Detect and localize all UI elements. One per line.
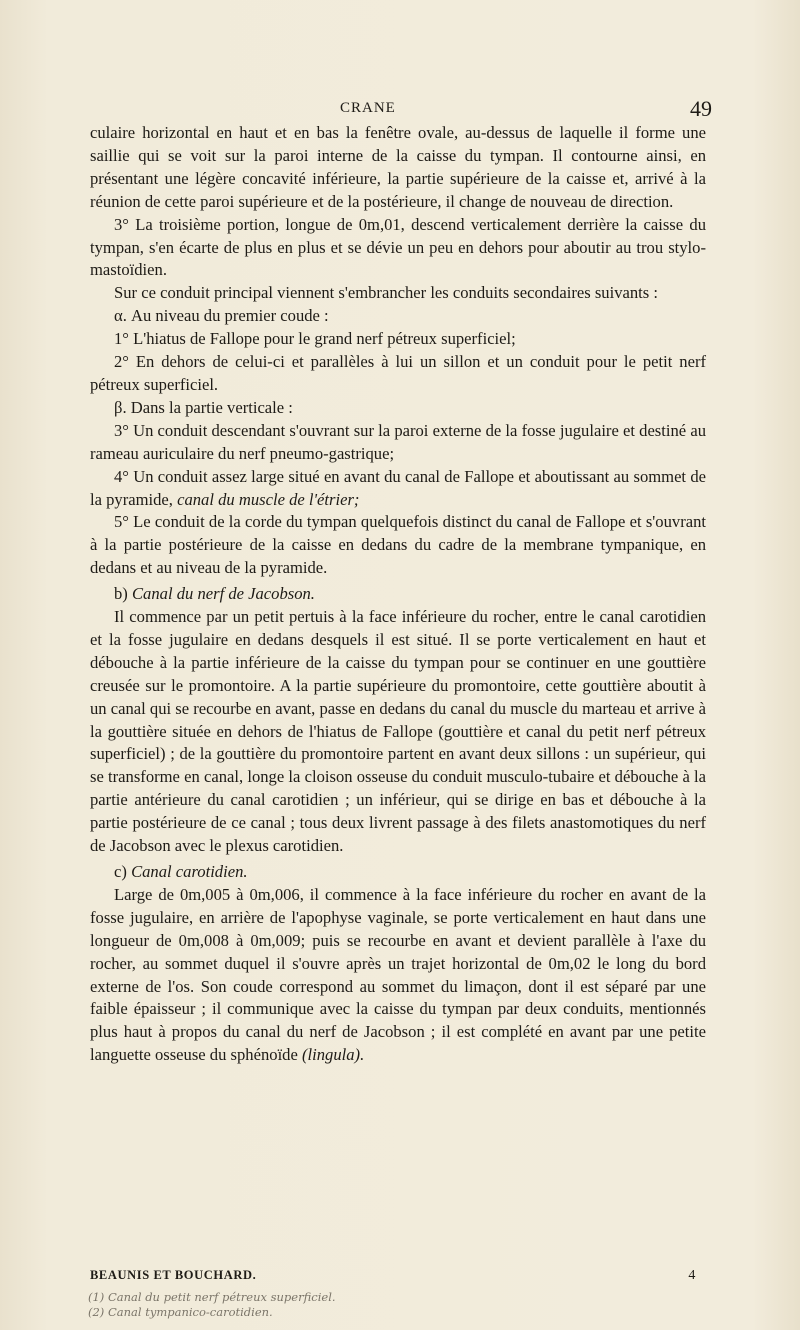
paragraph: culaire horizontal en haut et en bas la fenêtre ovale, au-dessus de laquelle il forme une saillie qui se voit sur la paroi interne de la caisse du tympan. Il contourne ainsi, en présentant une légère concavité inférieure, la partie supérieure de la caisse et, arrivé à la réunion de cette paroi supérieure et de la postérieure, il change de nouveau de direction. [90, 123, 706, 211]
paragraph: 2° En dehors de celui-ci et parallèles à lui un sillon et un conduit pour le petit nerf pétreux superficiel. [90, 352, 706, 394]
section-heading-c [90, 861, 706, 884]
paragraph: β. Dans la partie verticale : [114, 397, 293, 417]
section-label: c) [114, 862, 127, 881]
page-footer [90, 1268, 706, 1288]
body-text [90, 122, 706, 1067]
italic-term: (lingula). [302, 1045, 365, 1065]
section-label: b) [114, 584, 128, 604]
paragraph: 5° Le conduit de la corde du tympan quelquefois distinct du canal de Fallope et s'ouvrant à la partie postérieure de la caisse en dedans du cadre de la membrane tympanique, en dedans et au niveau de la pyramide. [90, 512, 706, 578]
running-head: CRANE [340, 100, 396, 116]
paragraph [90, 884, 706, 1067]
section-title: Canal carotidien. [131, 862, 248, 881]
section-title: Canal du nerf de Jacobson. [131, 584, 315, 604]
page-number: 49 [690, 96, 712, 121]
paragraph: 3° La troisième portion, longue de 0m,01, descend verticalement derrière la caisse du tympan, s'en écarte de plus en plus et se dévie un peu en dehors pour aboutir au trou stylo-mastoïdien. [90, 214, 706, 280]
paragraph: Sur ce conduit principal viennent s'embrancher les conduits secondaires suivants : [114, 283, 658, 303]
paragraph: Il commence par un petit pertuis à la face inférieure du rocher, entre le canal carotidien et la fosse jugulaire en dedans desquels il est situé. Il se porte verticalement en haut et débouche à la partie inférieure de la caisse du tympan pour se continuer en une gouttière creusée sur le promontoire. A la partie supérieure du promontoire, cette gouttière aboutit à un canal qui se recourbe en avant, passe en dedans du canal du muscle du marteau et arrive à la gouttière située en dehors de l'hiatus de Fallope (gouttière et canal du petit nerf pétreux superficiel) ; de la gouttière du promontoire partent en avant deux sillons : un supérieur, qui se transforme en canal, longe la cloison osseuse du conduit musculo-tubaire et débouche à la partie antérieure du canal carotidien ; un inférieur, qui se dirige en bas et débouche à la partie postérieure de ce canal ; tous deux livrent passage à des filets anastomotiques du nerf de Jacobson avec le plexus carotidien. [90, 607, 707, 856]
paragraph-text: 4° Un conduit assez large situé en avant du canal de Fallope et aboutissant au sommet de la pyramide, [90, 466, 706, 509]
paragraph: 3° Un conduit descendant s'ouvrant sur la paroi externe de la fosse jugulaire et destiné au rameau auriculaire du nerf pneumo-gastrique; [90, 420, 706, 463]
handwritten-notes [88, 1290, 648, 1320]
footer-authors: BEAUNIS ET BOUCHARD. [90, 1268, 257, 1282]
paragraph [90, 466, 706, 512]
paragraph: 1° L'hiatus de Fallope pour le grand nerf pétreux superficiel; [114, 329, 516, 349]
handwritten-note: (1) Canal du petit nerf pétreux superficiel. [88, 1290, 336, 1304]
paragraph-text: Large de 0m,005 à 0m,006, il commence à la face inférieure du rocher en avant de la fosse jugulaire, en arrière de l'apophyse vaginale, se porte verticalement en haut dans une longueur de 0m,008 à 0m,009; puis se recourbe en avant et devient parallèle à l'axe du rocher, au sommet duquel il s'ouvre après un trajet horizontal de 0m,02 le long du bord externe de l'os. Son coude correspond au sommet du limaçon, dont il est séparé par une faible épaisseur ; il communique avec la caisse du tympan par deux conduits, mentionnés plus haut à propos du canal du nerf de Jacobson ; il est complété en avant par une petite languette osseuse du sphénoïde [90, 884, 706, 1065]
page-header [90, 98, 720, 122]
paragraph: α. Au niveau du premier coude : [114, 306, 329, 326]
section-heading-b [90, 583, 706, 606]
handwritten-note: (2) Canal tympanico-carotidien. [88, 1305, 273, 1319]
signature-mark: 4 [688, 1268, 696, 1283]
italic-term: canal du muscle de l'étrier; [177, 489, 360, 509]
